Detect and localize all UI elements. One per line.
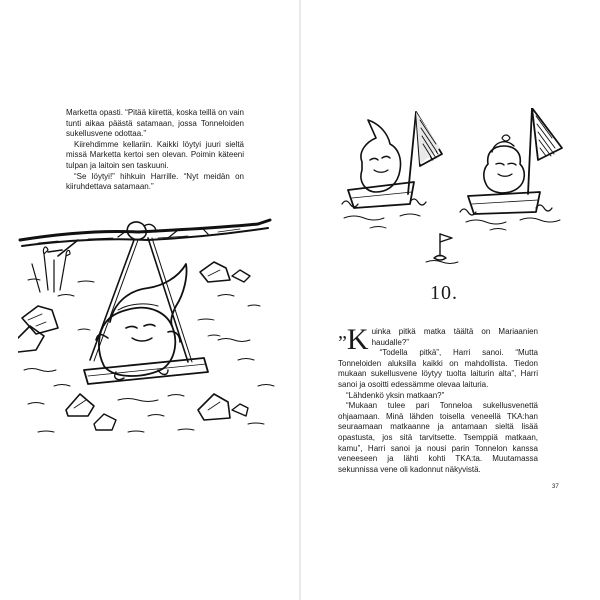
paragraph: Marketta opasti. “Pitää kiirettä, koska teillä on vain tunti aikaa päästä satamaan, jossa Tonneloiden sukellusvene odottaa.”: [66, 108, 244, 139]
left-page-text: [66, 108, 244, 193]
drop-cap-letter: K: [346, 323, 369, 356]
paragraph: “Lähdenkö yksin matkaan?”: [346, 390, 445, 400]
swing-illustration: [18, 210, 293, 440]
right-page: [300, 0, 600, 600]
paragraph: “Se löytyi!” hihkuin Harrille. “Nyt meidän on kiiruhdettava satamaan.”: [66, 171, 244, 192]
paragraph: “Todella pitkä”, Harri sanoi. “Mutta Tonneloiden aluksilla kaikki on mahdollista. Tiedon mukaan sukellusvene löytyy tuolta laiturin alta”, Harri sanoi ja osoitti edessämme olevaa laituria.: [338, 348, 538, 389]
chapter-opening-paragraph: [338, 323, 538, 356]
drop-cap-quote: ”: [338, 332, 347, 354]
paragraph: Kiirehdimme kellariin. Kaikki löytyi juuri sieltä missä Marketta kertoi sen olevan. Poimin käteeni tulpan ja laitoin sen taskuuni.: [66, 139, 244, 170]
right-page-text: [338, 323, 538, 475]
sailboats-illustration: [340, 108, 570, 268]
page-number: 37: [552, 484, 559, 490]
paragraph: “Mukaan tulee pari Tonneloa sukellusvenettä ohjaamaan. Minä lähden toisella veneellä TKA:han seuraamaan matkaanne ja antamaan sieltä lisää opastusta, jos sitä tarvitsette. Tsemppiä matkaan, kamu”, Harri sanoi ja nousi parin Tonnelon kanssa veneeseen ja lähti kohti TKA:ta. Muutamassa sekunnissa vene oli kadonnut näkyvistä.: [338, 401, 538, 474]
drop-cap: [338, 323, 369, 356]
first-paragraph-text: uinka pitkä matka täältä on Mariaanien haudalle?”: [371, 327, 538, 347]
chapter-number: 10.: [430, 282, 458, 304]
